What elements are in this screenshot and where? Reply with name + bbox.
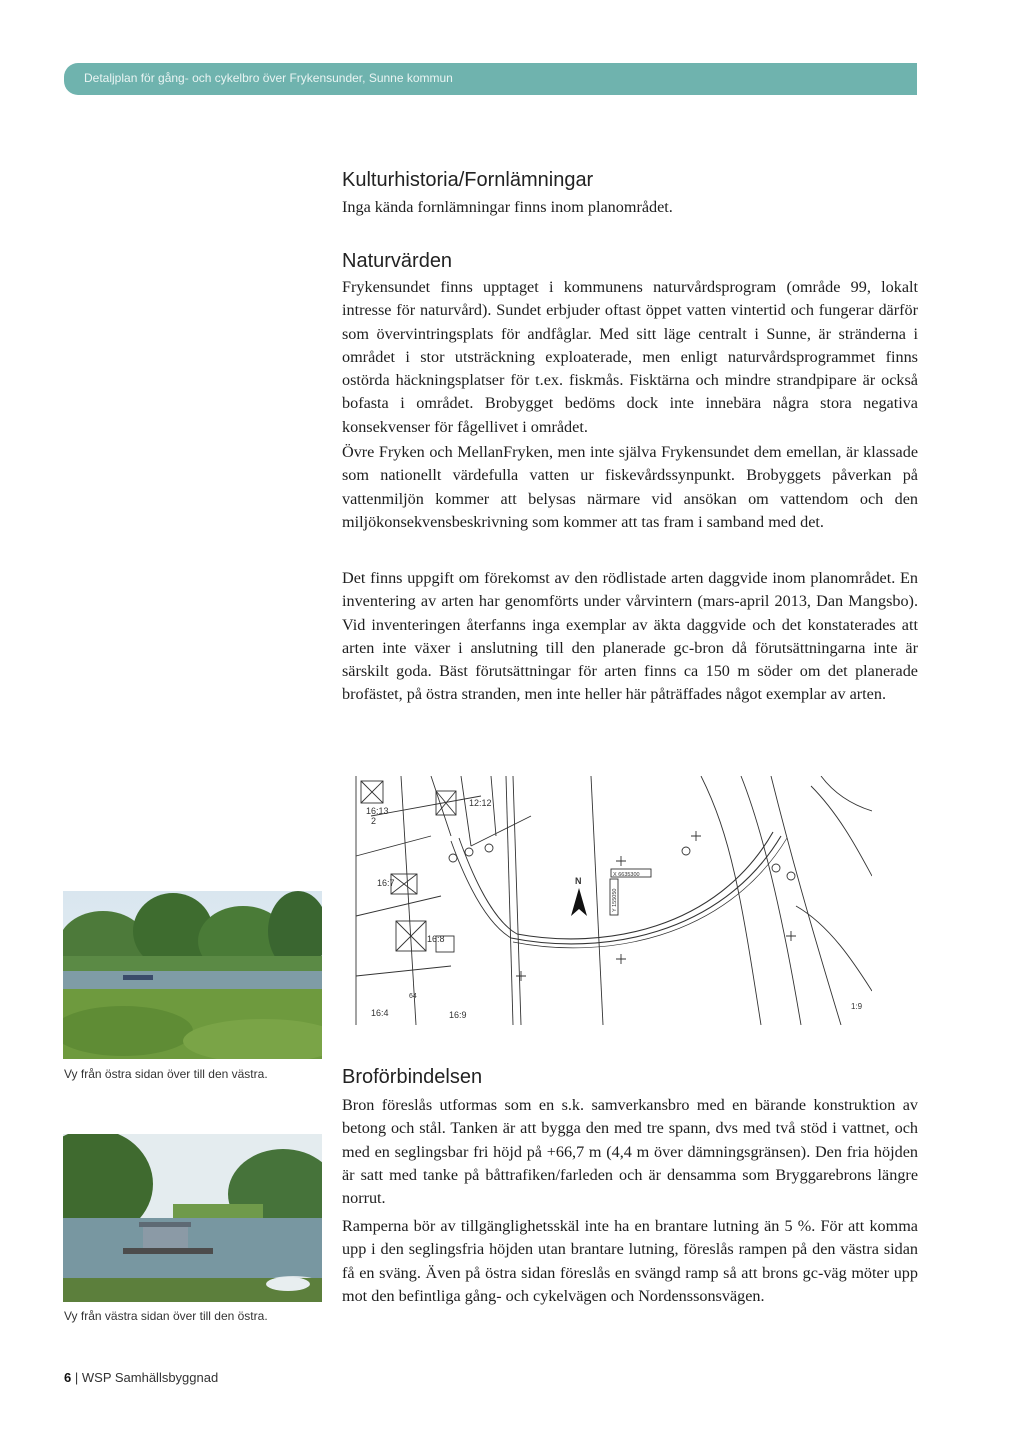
photo-west-image: [63, 1134, 322, 1302]
page-number: 6: [64, 1370, 72, 1385]
heading-broforbindelsen: Broförbindelsen: [342, 1066, 483, 1088]
plan-map: [341, 776, 872, 1025]
heading-kulturhistoria: Kulturhistoria/Fornlämningar: [342, 169, 594, 191]
map-label-16-7: 16:7: [377, 878, 395, 888]
map-label-x-coord: X 6635300: [613, 872, 640, 878]
paragraph-bro-2: Ramperna bör av tillgänglighetsskäl inte ha en brantare lutning än 5 %. För att komma upp i den seglingsfria höjden utan brantare lutning, föreslås rampen på den västra sidan få en sväng. Även på östra sidan föreslås en svängd ramp så att brons gc-väg möter upp mot den befintliga gång- och cykelvägen och Nordenssonsvägen.: [342, 1217, 918, 1305]
map-label-64: 64: [409, 993, 417, 1000]
caption-east-view: Vy från östra sidan över till den västra.: [64, 1067, 268, 1081]
paragraph-natur-1: Frykensundet finns upptaget i kommunens naturvårdsprogram (område 99, lokalt intresse för naturvård). Sundet erbjuder oftast öppet vatten vintertid och fungerar därför som övervintringsplats för andfåglar. Med sitt läge centralt i Sunne, är stränderna i området i stor utsträckning exploaterade, men enligt naturvårdsprogrammet finns ostörda häckningsplatser för t.ex. fiskmås. Fisktärna och mindre strandpipare är också bofasta i området. Brobygget bedöms dock inte innebära några stora negativa konsekvenser för fågellivet i området.: [342, 278, 918, 436]
map-label-16-9: 16:9: [449, 1010, 467, 1020]
caption-west-view: Vy från västra sidan över till den östra.: [64, 1309, 268, 1323]
plan-map-drawing: [341, 776, 872, 1025]
map-label-16-4: 16:4: [371, 1008, 389, 1018]
north-arrow-icon: [571, 888, 587, 916]
paragraph-natur-2: Övre Fryken och MellanFryken, men inte själva Frykensundet dem emellan, är klassade som nationellt värdefulla vatten ur fiskevårdssynpunkt. Brobyggets påverkan på vattenmiljön kommer att belysas närmare vid ansökan om vattendom och den miljökonsekvensbeskrivning som kommer att tas fram i samband med det.: [342, 443, 918, 531]
heading-naturvarden: Naturvärden: [342, 250, 453, 272]
paragraph-kulturhistoria: Inga kända fornlämningar finns inom planområdet.: [342, 198, 673, 216]
paragraph-natur-3: Det finns uppgift om förekomst av den rödlistade arten daggvide inom planområdet. En inventering av arten har genomförts under vårvintern (mars-april 2013, Dan Mangsbo). Vid inventeringen återfanns inga exemplar av äkta daggvide och det konstaterades att arten inte växer i anslutning till den planerade gc-bron då förutsättningarna inte är särskilt goda. Bäst förutsättningar för arten finns ca 150 m söder om det planerade brofästet, på östra stranden, men inte heller här påträffades något exemplar av arten.: [342, 569, 918, 704]
north-label: N: [575, 876, 582, 886]
map-label-16-8: 16:8: [427, 934, 445, 944]
footer-text: WSP Samhällsbyggnad: [81, 1370, 219, 1385]
photo-east-view: [63, 891, 322, 1059]
photo-east-image: [63, 891, 322, 1059]
page-footer: [64, 1370, 218, 1385]
map-label-16-13: 16:13: [366, 806, 389, 816]
paragraph-bro-1: Bron föreslås utformas som en s.k. samverkansbro med en bärande konstruktion av betong och stål. Tanken är att bygga den med tre spann, dvs med två stöd i vattnet, och med en seglingsbar fri höjd på +66,7 m (4,4 m över dämningsgränsen). Den fria höjden är satt med tanke på båttrafiken/farleden och är densamma som Bryggarebrons längre norrut.: [342, 1096, 918, 1208]
map-label-1-9: 1:9: [851, 1002, 863, 1011]
header-title: Detaljplan för gång- och cykelbro över Frykensunder, Sunne kommun: [84, 71, 453, 85]
map-label-2: 2: [371, 816, 377, 826]
header-bar: [64, 63, 917, 95]
map-label-12-12: 12:12: [469, 798, 492, 808]
photo-west-view: [63, 1134, 322, 1302]
footer-separator: |: [74, 1370, 79, 1385]
map-label-y-coord: Y 155050: [612, 888, 618, 912]
